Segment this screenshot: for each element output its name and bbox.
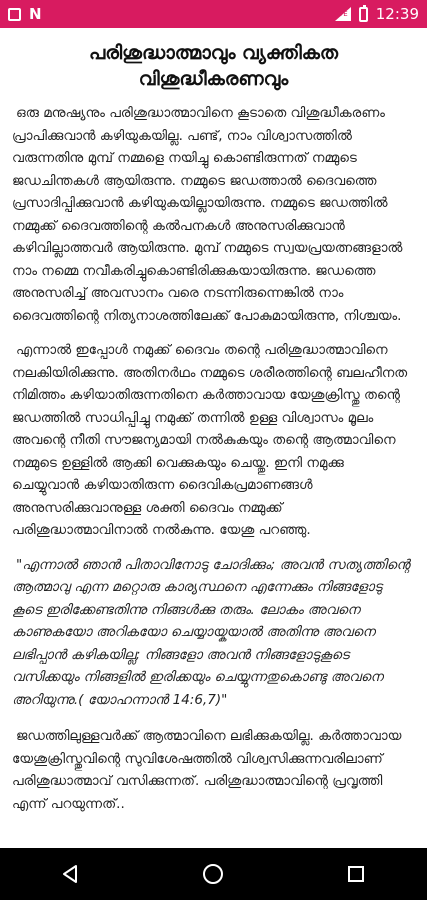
navigation-bar: [0, 848, 427, 900]
recents-button[interactable]: [336, 854, 376, 894]
app-square-icon: [8, 8, 21, 21]
home-icon: [202, 863, 224, 885]
status-right: [335, 5, 419, 23]
recents-icon: [346, 864, 366, 884]
battery-icon: [359, 7, 368, 22]
article-title: പരിശുദ്ധാത്മാവും വ്യക്തികത വിശുദ്ധീകരണവും: [88, 42, 339, 90]
article-closing: ജഡത്തിലുള്ളവർക്ക് ആത്മാവിനെ ലഭിക്കുകയില്ല. കർത്താവായ യേശുക്രിസ്തുവിന്റെ സുവിശേഷത്തിൽ വിശ്വസിക്കുന്നവരിലാണ് പരിശുദ്ധാത്മാവ് വസിക്കുന്നത്. പരിശുദ്ധാത്മാവിന്റെ പ്രവൃത്തി എന്ന് പറയുന്നത്..: [12, 728, 402, 812]
article-paragraph: ഒരു മനുഷ്യനും പരിശുദ്ധാത്മാവിനെ കൂടാതെ വിശുദ്ധീകരണം പ്രാപിക്കുവാൻ കഴിയുകയില്ല. പണ്ട്, നാം വിശ്വാസത്തിൽ വരുന്നതിനു മുമ്പ് നമ്മളെ നയിച്ചു കൊണ്ടിരുന്നത് നമ്മുടെ ജഡചിന്തകൾ ആയിരുന്നു. നമ്മുടെ ജഡത്താൽ ദൈവത്തെ പ്രസാദിപ്പിക്കുവാൻ കഴിയുകയില്ലായിരുന്നു. നമ്മുടെ ജഡത്തിൽ നമ്മുക്ക് ദൈവത്തിന്റെ കൽപനകൾ അനുസരിക്കുവാൻ കഴിവില്ലാത്തവർ ആയിരുന്നു. മുമ്പ് നമ്മുടെ സ്വയപ്രയത്നങ്ങളാൽ നാം നമ്മെ നവീകരിച്ചുകൊണ്ടിരിക്കുകയായിരുന്നു. ജഡത്തെ അനുസരിച്ച് അവസാനം വരെ നടന്നിരുന്നെങ്കിൽ നാം ദൈവത്തിന്റെ നിത്യനാശത്തിലേക്ക് പോകുമായിരുന്നു, നിശ്ചയം.: [12, 105, 403, 324]
article-quote: "എന്നാൽ ഞാൻ പിതാവിനോടു ചോദിക്കും; അവൻ സത്യത്തിന്റെ ആത്മാവു എന്ന മറ്റൊരു കാര്യസ്ഥനെ എന്നേക്കും നിങ്ങളോടു കൂടെ ഇരിക്കേണ്ടതിന്നു നിങ്ങൾക്കു തരും. ലോകം അവനെ കാണുകയോ അറികയോ ചെയ്യായ്കയാൽ അതിന്നു അവനെ ലഭിപ്പാൻ കഴികയില്ല; നിങ്ങളോ അവൻ നിങ്ങളോടുകൂടെ വസിക്കയും നിങ്ങളിൽ ഇരിക്കയും ചെയ്യുന്നതുകൊണ്ടു അവനെ അറിയുന്നു.( യോഹന്നാൻ 14:6,7)": [12, 556, 410, 708]
back-button[interactable]: [51, 854, 91, 894]
svg-text:LTE: LTE: [335, 10, 348, 18]
status-left: [8, 5, 42, 23]
status-bar: [0, 0, 427, 28]
status-time: 12:39: [375, 5, 419, 23]
home-button[interactable]: [193, 854, 233, 894]
article-paragraph: എന്നാൽ ഇപ്പോൾ നമുക്ക് ദൈവം തന്റെ പരിശുദ്ധാത്മാവിനെ നലകിയിരിക്കുന്നു. അതിനർഥം നമ്മുടെ ശരീരത്തിന്റെ ബലഹീനത നിമിത്തം കഴിയാതിരുന്നതിനെ കർത്താവായ യേശുക്രിസ്തു തന്റെ ജഡത്തിൽ സാധിപ്പിച്ചു നമുക്ക് തന്നിൽ ഉള്ള വിശ്വാസം മൂലം അവന്റെ നീതി സൗജന്യമായി നൽകുകയും തന്റെ ആത്മാവിനെ നമ്മുടെ ഉള്ളിൽ ആക്കി വെക്കുകയും ചെയ്തു. ഇനി നമുക്കു ചെയ്യുവാൻ കഴിയാതിരുന്ന ദൈവികപ്രമാണങ്ങൾ അനുസരിക്കുവാനുള്ള ശക്തി ദൈവം നമ്മുക്ക് പരിശുദ്ധാത്മാവിനാൽ നൽകുന്നു. യേശു പറഞ്ഞു.: [12, 342, 408, 538]
back-icon: [61, 864, 81, 884]
article-content[interactable]: [0, 28, 427, 848]
n-notification-icon: N: [29, 5, 42, 23]
signal-icon: [335, 7, 351, 21]
